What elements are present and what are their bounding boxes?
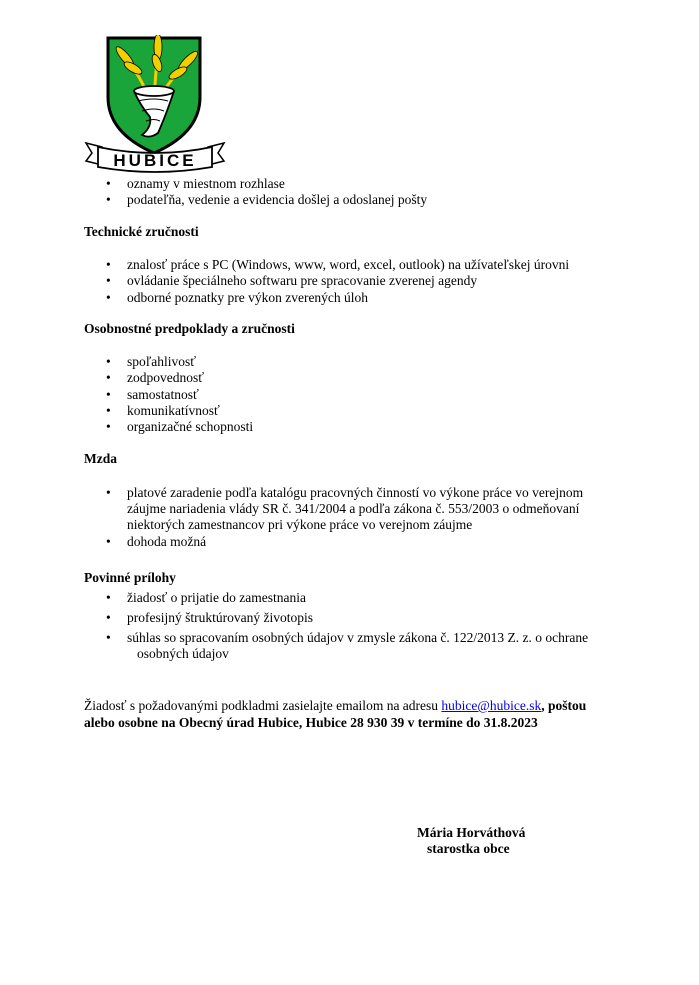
- list-item: • odborné poznatky pre výkon zverených úloh: [127, 290, 368, 306]
- list-item: • oznamy v miestnom rozhlase: [127, 176, 285, 192]
- tech-skills-heading: Technické zručnosti: [84, 224, 199, 239]
- list-item: • dohoda možná: [127, 534, 206, 550]
- salary-heading: Mzda: [84, 451, 117, 466]
- list-item: • ovládanie špeciálneho softwaru pre spracovanie zverenej agendy: [127, 273, 477, 289]
- application-prefix: Žiadosť s požadovanými podkladmi zasielajte emailom na adresu: [84, 698, 442, 713]
- list-item: [127, 630, 588, 662]
- list-item: • samostatnosť: [127, 387, 199, 403]
- list-item-line: niektorých zamestnancov pri výkone práce vo verejnom záujme: [127, 517, 473, 532]
- signature-title: starostka obce: [427, 841, 510, 856]
- list-item: • žiadosť o prijatie do zamestnania: [127, 590, 306, 606]
- list-item: • organizačné schopnosti: [127, 419, 253, 435]
- list-item: • zodpovednosť: [127, 370, 204, 386]
- application-suffix: , poštou: [541, 698, 587, 713]
- list-item: • profesijný štruktúrovaný životopis: [127, 610, 313, 626]
- list-item-line: osobných údajov: [137, 646, 229, 661]
- coat-of-arms-logo: [80, 35, 230, 175]
- personal-skills-heading: Osobnostné predpoklady a zručnosti: [84, 321, 295, 336]
- list-item: • komunikatívnosť: [127, 403, 220, 419]
- application-line-1: [84, 698, 586, 714]
- list-item: • podateľňa, vedenie a evidencia došlej a odoslanej pošty: [127, 192, 427, 208]
- email-link[interactable]: hubice@hubice.sk: [441, 698, 542, 713]
- application-line-2: alebo osobne na Obecný úrad Hubice, Hubice 28 930 39 v termíne do 31.8.2023: [84, 715, 538, 730]
- list-item: • znalosť práce s PC (Windows, www, word, excel, outlook) na užívateľskej úrovni: [127, 257, 569, 273]
- list-item-line: • platové zaradenie podľa katalógu pracovných činností vo výkone práce vo verejnom: [127, 485, 584, 500]
- signature-name: Mária Horváthová: [417, 825, 526, 840]
- attachments-heading: Povinné prílohy: [84, 570, 176, 585]
- list-item: • spoľahlivosť: [127, 354, 196, 370]
- list-item-line: záujme nariadenia vlády SR č. 341/2004 a podľa zákona č. 553/2003 o odmeňovaní: [127, 501, 580, 516]
- crest-text: HUBICE: [113, 151, 197, 170]
- list-item-line: • súhlas so spracovaním osobných údajov v zmysle zákona č. 122/2013 Z. z. o ochrane: [127, 630, 589, 645]
- signature-block: [417, 823, 525, 858]
- list-item: [127, 485, 583, 533]
